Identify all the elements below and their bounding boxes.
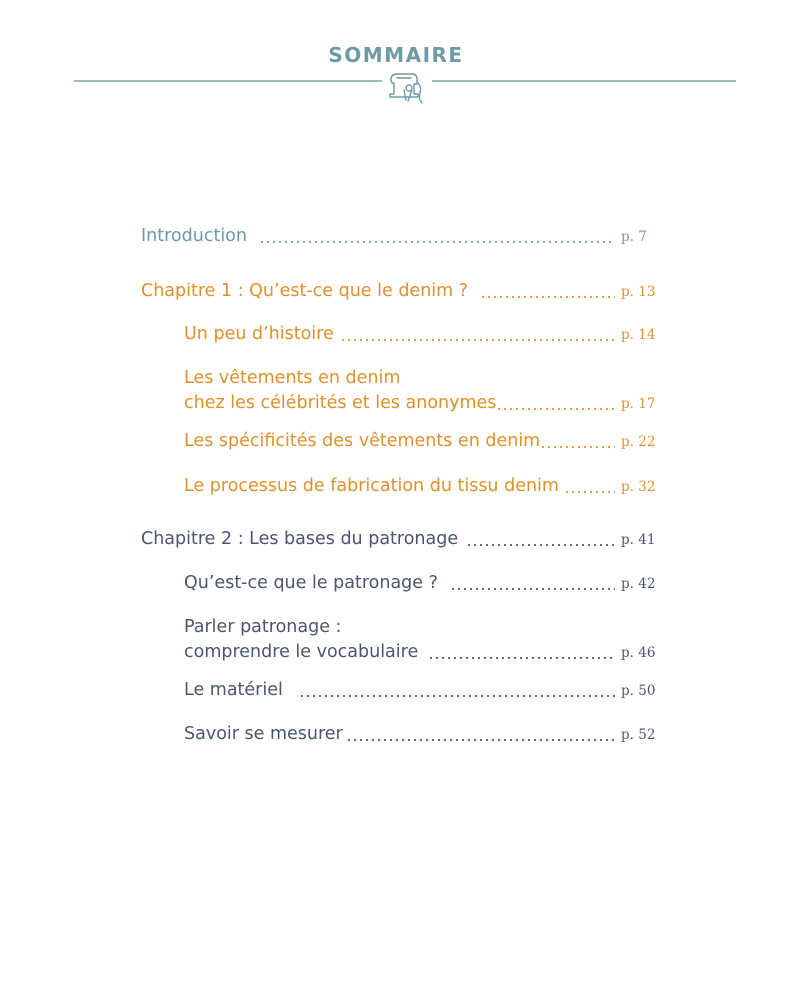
- toc-entry-title: Chapitre 1 : Qu’est-ce que le denim ?: [141, 281, 469, 301]
- dot-leader: [466, 537, 615, 547]
- dot-leader: [564, 484, 615, 494]
- toc-entry-title-line-1: Les vêtements en denim: [184, 368, 401, 388]
- toc-entry-title: Savoir se mesurer: [184, 724, 343, 744]
- toc-entry-chapter-1[interactable]: [0, 277, 792, 305]
- toc-entry-page: p. 22: [621, 434, 656, 450]
- toc-entry-section[interactable]: [0, 638, 792, 666]
- toc-entry-page: p. 17: [621, 396, 656, 412]
- toc-entry-page: p. 46: [621, 645, 656, 661]
- toc-entry-chapter-2[interactable]: [0, 525, 792, 553]
- dot-leader: [346, 732, 615, 742]
- toc-entry-section[interactable]: [0, 720, 792, 748]
- toc-entry-page: p. 52: [621, 727, 656, 743]
- toc-entry-section[interactable]: [0, 320, 792, 348]
- toc-entry-title-line-2: comprendre le vocabulaire: [184, 642, 419, 662]
- dot-leader: [299, 688, 615, 698]
- header-rule-left: [74, 80, 382, 82]
- toc-entry-page: p. 41: [621, 532, 656, 548]
- toc-entry-title: Un peu d’histoire: [184, 324, 334, 344]
- dot-leader: [480, 289, 615, 299]
- toc-entry-title: Le matériel: [184, 680, 283, 700]
- toc-entry-title: Qu’est-ce que le patronage ?: [184, 573, 438, 593]
- toc-entry-title: Les spécificités des vêtements en denim: [184, 431, 541, 451]
- toc-entry-title-line-2: chez les célébrités et les anonymes: [184, 393, 497, 413]
- toc-entry-section[interactable]: [0, 389, 792, 417]
- dot-leader: [259, 234, 615, 244]
- dot-leader: [450, 581, 615, 591]
- toc-entry-page: p. 32: [621, 479, 656, 495]
- toc-entry-section[interactable]: [0, 427, 792, 455]
- toc-entry-page: p. 13: [621, 284, 656, 300]
- toc-entry-section[interactable]: [0, 569, 792, 597]
- toc-entry-page: p. 7: [621, 229, 647, 245]
- page-header: [0, 0, 792, 110]
- toc-entry-section[interactable]: [0, 676, 792, 704]
- toc-entry-introduction[interactable]: [0, 222, 792, 250]
- toc-entry-title-line-1: Parler patronage :: [184, 617, 342, 637]
- toc-entry-page: p. 42: [621, 576, 656, 592]
- toc-entry-section[interactable]: [0, 472, 792, 500]
- toc-entry-title: Chapitre 2 : Les bases du patronage: [141, 529, 459, 549]
- dot-leader: [540, 439, 615, 449]
- dot-leader: [340, 332, 615, 342]
- toc-entry-title: Le processus de fabrication du tissu denim: [184, 476, 559, 496]
- sewing-machine-icon: [384, 66, 428, 106]
- page-title: SOMMAIRE: [328, 43, 464, 67]
- header-rule-right: [432, 80, 736, 82]
- dot-leader: [496, 401, 615, 411]
- toc-entry-title: Introduction: [141, 226, 247, 246]
- toc-entry-page: p. 50: [621, 683, 656, 699]
- dot-leader: [428, 650, 615, 660]
- toc-entry-page: p. 14: [621, 327, 656, 343]
